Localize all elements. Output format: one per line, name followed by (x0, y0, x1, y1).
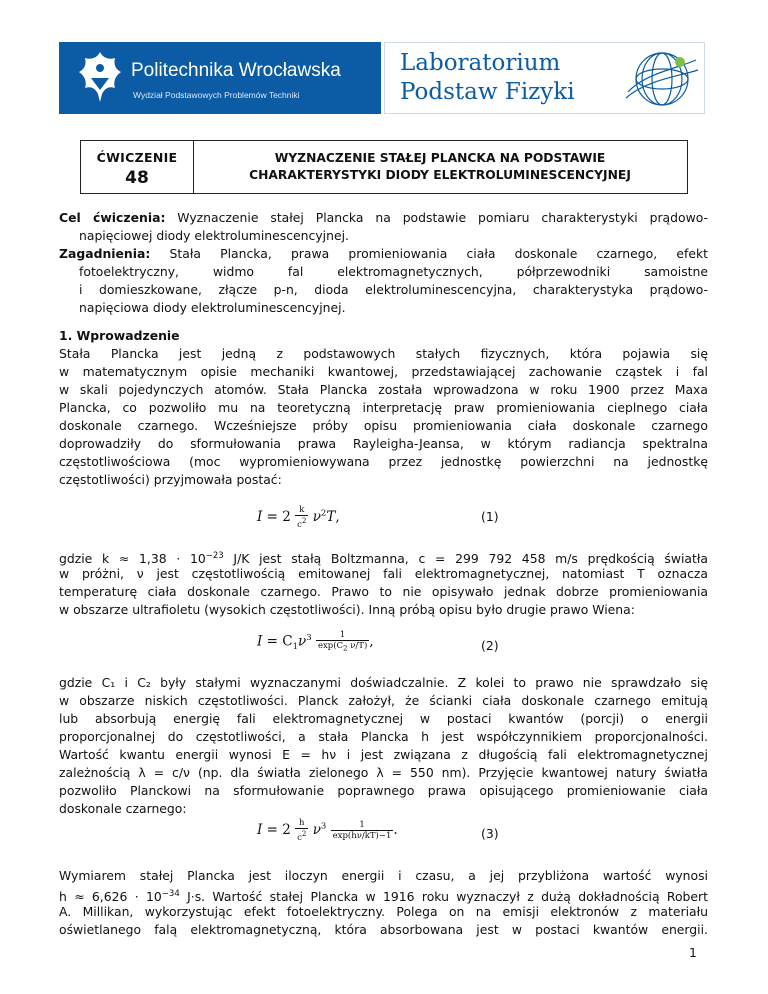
paragraph-line: w próżni, ν jest częstotliwością emitowanej fali elektromagnetycznej, natomiast T oznacza (59, 566, 708, 581)
goal-line2: napięciowej diody elektroluminescencyjnej. (79, 228, 349, 243)
paragraph-line: zależnością λ = c/ν (np. dla światła zielonego λ = 550 nm). Przyjęcie kwantowej natury światła (59, 765, 708, 780)
exercise-header-box (80, 140, 688, 194)
university-banner (59, 42, 381, 114)
lab-title-line2: Podstaw Fizyki (400, 79, 575, 105)
paragraph-line: w obszarze niskich częstotliwości. Planck założył, że ścianki ciała doskonale czarnego emitują (59, 693, 708, 708)
paragraph-line: częstotliwościowa (moc wypromieniowywana przez jednostkę powierzchni na jednostkę (59, 454, 708, 469)
topics-line2: fotoelektryczny, widmo fal elektromagnetycznych, półprzewodniki samoistne (79, 264, 708, 279)
exercise-title-line2: CHARAKTERYSTYKI DIODY ELEKTROLUMINESCENCYJNEJ (249, 168, 631, 182)
topics-line1: Zagadnienia: Stała Plancka, prawa promieniowania ciała doskonale czarnego, efekt (59, 246, 708, 261)
paragraph-line: gdzie $k \approx 1,38 \cdot 10^{-23}$ J/K jest stałą Boltzmanna, c = 299 792 458 m/s prędkością światła (59, 551, 708, 567)
paragraph-line: Stała Plancka jest jedną z podstawowych stałych fizycznych, która pojawia się (59, 346, 708, 361)
exercise-title (193, 141, 687, 193)
paragraph-line: w matematycznym opisie mechaniki kwantowej, przedstawiającej zachowanie cząstek i fal (59, 364, 708, 379)
topics-line3: i domieszkowane, złącze p-n, dioda elektroluminescencyjna, charakterystyka prądowo- (79, 282, 708, 297)
lab-title (400, 49, 575, 107)
faculty-name: Wydział Podstawowych Problemów Techniki (133, 90, 300, 100)
topics-label: Zagadnienia: (59, 246, 151, 261)
section-heading: 1. Wprowadzenie (59, 328, 180, 343)
paragraph-line: doprowadziły do sformułowania prawa Rayleigha-Jeansa, w którym radiancja spektralna (59, 436, 708, 451)
paragraph-line: doskonale czarnego. Wcześniejsze próby opisu promieniowania ciała doskonale czarnego (59, 418, 708, 433)
equation-3: I = 2 $\frac{h}{c^2}$ $\nu^3$ $\frac{1}{\exp(h\nu/kT)-1}$ . (257, 818, 398, 843)
paragraph-line: lub absorbują energię fali elektromagnetycznej w postaci kwantów (porcji) o energii (59, 711, 708, 726)
paragraph-line: $h \approx 6,626 \cdot 10^{-34}$ J·s. Wartość stałej Plancka w 1916 roku wyznaczył z dużą dokładnością Robert (59, 889, 708, 905)
topics-line4: napięciowa diody elektroluminescencyjnej. (79, 300, 346, 315)
page-number: 1 (689, 945, 697, 960)
equation-3-number: (3) (481, 826, 499, 841)
paragraph-line: proporcjonalnej do częstotliwości, a stała Plancka h jest współczynnikiem proporcjonalności. (59, 729, 708, 744)
exercise-id-cell (81, 141, 194, 193)
exercise-title-line1: WYZNACZENIE STAŁEJ PLANCKA NA PODSTAWIE (274, 151, 606, 165)
exercise-number: 48 (125, 168, 149, 188)
paragraph-line: Wymiarem stałej Plancka jest iloczyn energii i czasu, a jej przybliżona wartość wynosi (59, 868, 708, 883)
paragraph-line: częstotliwości) przyjmowała postać: (59, 472, 282, 487)
paragraph-line: oświetlanego falą elektromagnetyczną, która absorbowana jest w postaci kwantów energii. (59, 922, 708, 937)
goal-line1: Cel ćwiczenia: Wyznaczenie stałej Plancka na podstawie pomiaru charakterystyki prądowo- (59, 210, 708, 225)
paragraph-line: doskonale czarnego: (59, 801, 187, 816)
paragraph-line: temperaturę ciała doskonale czarnego. Prawo to nie opisywało jednak dobrze promieniowania (59, 584, 708, 599)
lab-title-line1: Laboratorium (400, 50, 561, 76)
goal-label: Cel ćwiczenia: (59, 210, 166, 225)
equation-2: $I = C_1\nu^3$ $\frac{1}{\exp(C_2 \nu/T)}$ , (257, 630, 374, 653)
header-banner (59, 42, 705, 114)
paragraph-line: pozwoliło Planckowi na sformułowanie poprawnego prawa opisującego promieniowanie ciała (59, 783, 708, 798)
paragraph-line: Wartość kwantu energii wynosi E = hν i jest związana z długością fali elektromagnetycznej (59, 747, 708, 762)
paragraph-line: Plancka, co pozwoliło mu na teoretyczną interpretację praw promieniowania cieplnego ciała (59, 400, 708, 415)
paragraph-line: gdzie C₁ i C₂ były stałymi wyznaczanymi doświadczalnie. Z kolei to prawo nie sprawdzało się (59, 675, 708, 690)
paragraph-line: A. Millikan, wykorzystując efekt fotoelektryczny. Polega on na emisji elektronów z materiału (59, 904, 708, 919)
lab-banner (384, 42, 705, 114)
paragraph-line: w skali pojedynczych atomów. Stała Plancka została wprowadzona w roku 1900 przez Maxa (59, 382, 708, 397)
paragraph-line: w obszarze ultrafioletu (wysokich częstotliwości). Inną próbą opisu było drugie prawo Wiena: (59, 602, 635, 617)
lab-globe-logo-icon (620, 46, 700, 112)
equation-1: I = 2 $\frac{k}{c^2}$ $\nu^2T$, (257, 505, 340, 530)
equation-2-number: (2) (481, 638, 499, 653)
equation-1-number: (1) (481, 509, 499, 524)
university-name: Politechnika Wrocławska (131, 60, 341, 81)
eagle-emblem-icon (71, 48, 129, 106)
exercise-label: ĆWICZENIE (96, 150, 178, 165)
